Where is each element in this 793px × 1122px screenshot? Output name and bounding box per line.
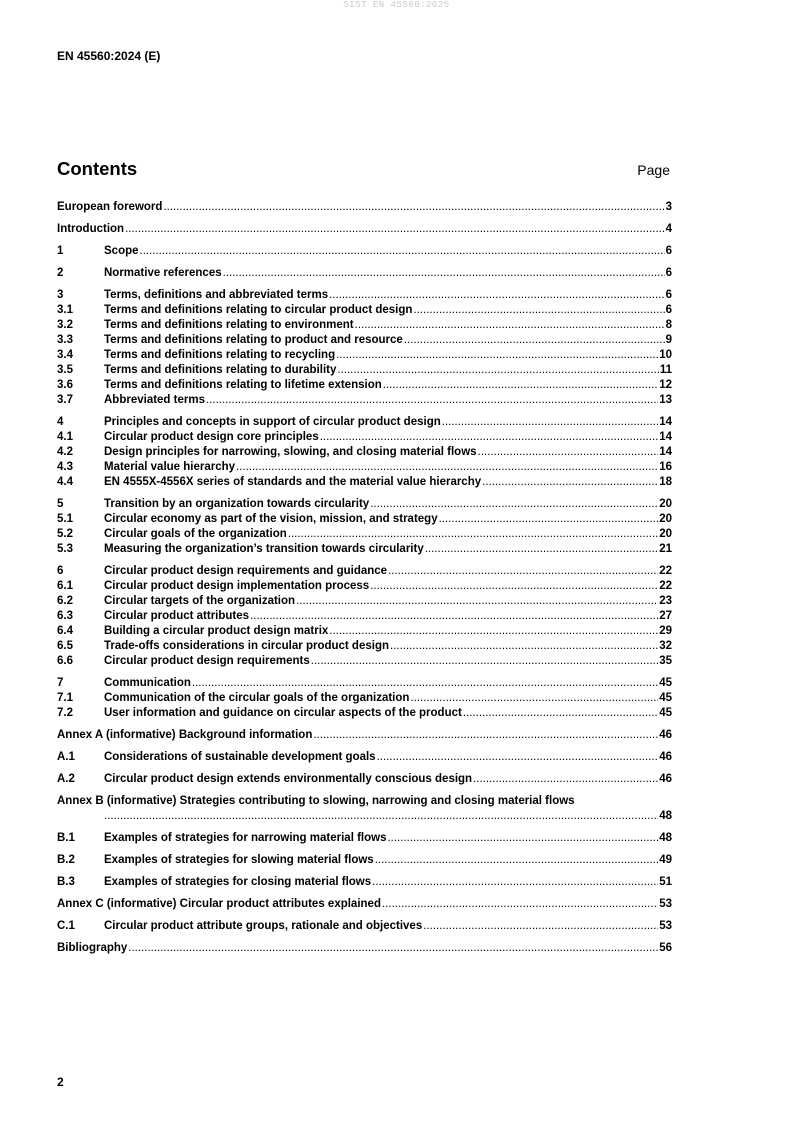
toc-entry-label: Bibliography: [57, 942, 128, 954]
toc-entry[interactable]: [57, 393, 672, 408]
toc-entry-number: 3.4: [57, 349, 73, 361]
toc-entry-label: Principles and concepts in support of circular product design: [104, 416, 441, 428]
toc-entry-number: 4.3: [57, 461, 73, 473]
toc-entry-label: Annex C (informative) Circular product attributes explained: [57, 898, 381, 910]
toc-entry-label: Communication: [104, 677, 191, 689]
toc-entry-label: Examples of strategies for slowing material flows: [104, 854, 374, 866]
toc-leader-dots: [423, 919, 658, 934]
toc-entry[interactable]: [57, 853, 672, 868]
toc-entry[interactable]: [57, 512, 672, 527]
toc-entry-page: 51: [659, 876, 672, 888]
toc-entry-label: User information and guidance on circular aspects of the product: [104, 707, 462, 719]
toc-entry-number: 3.3: [57, 334, 73, 346]
toc-leader-dots: [192, 676, 658, 691]
toc-leader-dots: [473, 772, 658, 787]
toc-entry[interactable]: [57, 875, 672, 890]
toc-leader-dots: [128, 941, 658, 956]
toc-entry-label: Examples of strategies for closing material flows: [104, 876, 372, 888]
toc-leader-dots: [410, 691, 658, 706]
toc-leader-dots: [329, 624, 658, 639]
toc-entry-number: 5: [57, 498, 64, 510]
toc-entry-number: 4.1: [57, 431, 73, 443]
toc-entry-number: 6: [57, 565, 64, 577]
toc-entry[interactable]: [57, 266, 672, 281]
toc-entry-page: 18: [659, 476, 672, 488]
toc-entry-number: 3: [57, 289, 64, 301]
toc-leader-dots: [140, 244, 665, 259]
toc-entry-page: 46: [659, 751, 672, 763]
toc-entry[interactable]: [57, 919, 672, 934]
toc-leader-dots: [377, 750, 659, 765]
toc-leader-dots: [355, 318, 665, 333]
toc-entry-label: Material value hierarchy: [104, 461, 236, 473]
toc-leader-dots: [206, 393, 658, 408]
toc-entry-label: Terms and definitions relating to environment: [104, 319, 354, 331]
toc-entry-number: 6.2: [57, 595, 73, 607]
toc-leader-dots: [375, 853, 659, 868]
toc-entry-page: 23: [659, 595, 672, 607]
toc-entry-label: Design principles for narrowing, slowing, and closing material flows: [104, 446, 477, 458]
toc-entry-label: Communication of the circular goals of the organization: [104, 692, 410, 704]
toc-entry-page: 48: [659, 810, 672, 822]
toc-entry-page: 12: [659, 379, 672, 391]
toc-entry-page: 10: [659, 349, 672, 361]
toc-entry[interactable]: [57, 897, 672, 912]
toc-entry-label: Abbreviated terms: [104, 394, 205, 406]
toc-entry[interactable]: [57, 303, 672, 318]
toc-entry-label: Measuring the organization’s transition towards circularity: [104, 543, 424, 555]
toc-leader-dots: [442, 415, 658, 430]
toc-entry[interactable]: [57, 430, 672, 445]
toc-entry-label: Circular product design requirements and guidance: [104, 565, 388, 577]
toc-entry[interactable]: [57, 706, 672, 721]
toc-leader-dots: [372, 875, 658, 890]
toc-entry-label: Examples of strategies for narrowing material flows: [104, 832, 387, 844]
toc-entry-label: Circular product design core principles: [104, 431, 319, 443]
toc-leader-dots: [296, 594, 658, 609]
toc-entry-number: 3.5: [57, 364, 73, 376]
toc-entry-page: 21: [659, 543, 672, 555]
toc-entry[interactable]: [57, 831, 672, 846]
toc-entry-number: 6.5: [57, 640, 73, 652]
toc-entry[interactable]: [57, 579, 672, 594]
toc-entry-page: 49: [659, 854, 672, 866]
toc-leader-dots: [370, 579, 658, 594]
toc-entry[interactable]: [57, 594, 672, 609]
toc-entry[interactable]: [57, 624, 672, 639]
toc-entry-number: B.2: [57, 854, 75, 866]
toc-leader-dots: [390, 639, 658, 654]
toc-entry-page: 14: [659, 431, 672, 443]
toc-entry[interactable]: [57, 676, 672, 691]
toc-entry-page: 46: [659, 729, 672, 741]
toc-entry[interactable]: [57, 348, 672, 363]
toc-entry[interactable]: [57, 363, 672, 378]
page-number: 2: [57, 1075, 64, 1089]
contents-heading: [57, 158, 670, 180]
toc-leader-dots: [223, 266, 665, 281]
toc-entry-page: 14: [659, 416, 672, 428]
toc-entry[interactable]: [57, 639, 672, 654]
page-column-label: Page: [637, 162, 670, 178]
toc-entry-label: Circular product design requirements: [104, 655, 310, 667]
toc-entry-number: 4.4: [57, 476, 73, 488]
toc-entry-page: 48: [659, 832, 672, 844]
toc-entry[interactable]: [57, 564, 672, 579]
toc-entry-label: Terms and definitions relating to recycling: [104, 349, 336, 361]
toc-entry-number: 6.6: [57, 655, 73, 667]
toc-entry-page: 22: [659, 565, 672, 577]
toc-entry-page: 3: [665, 201, 672, 213]
toc-leader-dots: [387, 831, 658, 846]
toc-entry-number: 2: [57, 267, 64, 279]
toc-leader-dots: [425, 542, 658, 557]
toc-leader-dots: [336, 348, 658, 363]
toc-leader-dots: [329, 288, 665, 303]
toc-entry-label: Circular goals of the organization: [104, 528, 287, 540]
toc-entry-page: 45: [659, 692, 672, 704]
toc-entry-number: 5.3: [57, 543, 73, 555]
toc-entry-label: Circular product attributes: [104, 610, 250, 622]
toc-entry[interactable]: [57, 318, 672, 333]
toc-leader-dots: [383, 378, 658, 393]
toc-entry-page: 46: [659, 773, 672, 785]
toc-entry-number: 6.1: [57, 580, 73, 592]
toc-leader-dots: [288, 527, 658, 542]
toc-entry-page: 6: [665, 245, 672, 257]
toc-entry[interactable]: [57, 333, 672, 348]
watermark: SIST EN 45560:2025: [343, 0, 450, 10]
toc-entry-label: Terms, definitions and abbreviated terms: [104, 289, 329, 301]
toc-entry[interactable]: [57, 691, 672, 706]
toc-entry[interactable]: [57, 941, 672, 956]
toc-entry-page: 45: [659, 677, 672, 689]
toc-entry-label: Normative references: [104, 267, 222, 279]
toc-entry-label: Introduction: [57, 223, 125, 235]
toc-entry-label: Terms and definitions relating to circular product design: [104, 304, 413, 316]
toc-entry[interactable]: [57, 200, 672, 215]
toc-entry-label: Circular product design extends environmentally conscious design: [104, 773, 473, 785]
toc-entry-page: 11: [659, 364, 672, 376]
toc-entry[interactable]: [57, 378, 672, 393]
toc-entry-label: EN 4555X-4556X series of standards and the material value hierarchy: [104, 476, 482, 488]
toc-entry-number: A.1: [57, 751, 75, 763]
toc-leader-dots: [125, 222, 665, 237]
toc-entry-page: 20: [659, 498, 672, 510]
toc-leader-dots: [382, 897, 658, 912]
toc-entry[interactable]: [57, 475, 672, 490]
toc-entry-label: Considerations of sustainable development goals: [104, 751, 376, 763]
toc-entry-page: 53: [659, 898, 672, 910]
toc-entry-page: 13: [659, 394, 672, 406]
toc-entry[interactable]: [57, 527, 672, 542]
document-identifier: EN 45560:2024 (E): [57, 49, 161, 63]
toc-entry-label: Trade-offs considerations in circular product design: [104, 640, 389, 652]
toc-entry[interactable]: [57, 415, 672, 430]
toc-entry-label: Terms and definitions relating to lifetime extension: [104, 379, 382, 391]
toc-entry-page: 6: [665, 267, 672, 279]
toc-entry-page: 45: [659, 707, 672, 719]
toc-entry-page: 20: [659, 528, 672, 540]
toc-entry-page: 22: [659, 580, 672, 592]
toc-entry-number: 3.1: [57, 304, 73, 316]
toc-leader-dots: [413, 303, 664, 318]
toc-entry-label: Building a circular product design matrix: [104, 625, 329, 637]
toc-entry-label: Terms and definitions relating to durability: [104, 364, 337, 376]
toc-entry-number: 4.2: [57, 446, 73, 458]
toc-leader-dots: [482, 475, 658, 490]
toc-entry-number: 6.4: [57, 625, 73, 637]
toc-entry[interactable]: [57, 460, 672, 475]
toc-entry-label: Scope: [104, 245, 139, 257]
toc-entry[interactable]: [57, 750, 672, 765]
toc-entry-number: A.2: [57, 773, 75, 785]
toc-leader-dots: [370, 497, 658, 512]
toc-leader-dots: [311, 654, 658, 669]
table-of-contents: [57, 200, 672, 956]
toc-entry-number: B.1: [57, 832, 75, 844]
toc-entry[interactable]: [57, 772, 672, 787]
toc-entry-label: Annex A (informative) Background information: [57, 729, 313, 741]
toc-entry-label: Annex B (informative) Strategies contributing to slowing, narrowing and closing material flows: [57, 795, 575, 807]
toc-entry-number: 4: [57, 416, 64, 428]
toc-entry-page: 6: [665, 289, 672, 301]
toc-entry-label: Circular product design implementation process: [104, 580, 370, 592]
toc-entry-page: 6: [665, 304, 672, 316]
contents-title: Contents: [57, 158, 138, 179]
toc-leader-dots: [337, 363, 658, 378]
toc-leader-dots: [320, 430, 658, 445]
toc-entry-page: 27: [659, 610, 672, 622]
toc-entry[interactable]: [57, 497, 672, 512]
toc-entry-number: 5.1: [57, 513, 73, 525]
toc-leader-dots: [236, 460, 658, 475]
toc-entry[interactable]: [57, 728, 672, 743]
toc-entry-label: Circular economy as part of the vision, mission, and strategy: [104, 513, 438, 525]
toc-entry-page: 35: [659, 655, 672, 667]
toc-leader-dots: [404, 333, 665, 348]
toc-entry-number: B.3: [57, 876, 75, 888]
toc-entry-label: Transition by an organization towards circularity: [104, 498, 370, 510]
toc-entry-number: 3.6: [57, 379, 73, 391]
toc-entry-page: 14: [659, 446, 672, 458]
toc-entry-number: 7: [57, 677, 64, 689]
toc-entry-page: 20: [659, 513, 672, 525]
toc-entry-page: 9: [665, 334, 672, 346]
toc-leader-dots: [163, 200, 664, 215]
toc-entry-number: 1: [57, 245, 64, 257]
toc-entry[interactable]: [57, 288, 672, 303]
toc-entry-page: 56: [659, 942, 672, 954]
toc-entry-page: 16: [659, 461, 672, 473]
toc-entry-label: European foreword: [57, 201, 163, 213]
toc-entry[interactable]: [57, 794, 672, 824]
toc-entry-page: 53: [659, 920, 672, 932]
toc-entry-number: 6.3: [57, 610, 73, 622]
toc-entry[interactable]: [57, 222, 672, 237]
toc-entry-number: 3.2: [57, 319, 73, 331]
toc-entry-page: 4: [665, 223, 672, 235]
toc-entry[interactable]: [57, 244, 672, 259]
toc-entry[interactable]: [57, 542, 672, 557]
toc-entry-number: 7.1: [57, 692, 73, 704]
toc-leader-dots: [313, 728, 658, 743]
toc-leader-dots: [388, 564, 658, 579]
toc-entry[interactable]: [57, 445, 672, 460]
toc-entry-page: 29: [659, 625, 672, 637]
toc-entry[interactable]: [57, 654, 672, 669]
toc-entry-number: 3.7: [57, 394, 73, 406]
toc-entry-label: Terms and definitions relating to product and resource: [104, 334, 403, 346]
toc-leader-dots: [104, 809, 658, 824]
toc-entry-label: Circular targets of the organization: [104, 595, 296, 607]
toc-entry[interactable]: [57, 609, 672, 624]
toc-leader-dots: [250, 609, 658, 624]
toc-entry-number: 5.2: [57, 528, 73, 540]
toc-leader-dots: [478, 445, 659, 460]
toc-leader-dots: [439, 512, 659, 527]
toc-leader-dots: [463, 706, 658, 721]
toc-entry-page: 32: [659, 640, 672, 652]
toc-entry-number: 7.2: [57, 707, 73, 719]
toc-entry-page: 8: [665, 319, 672, 331]
toc-entry-number: C.1: [57, 920, 75, 932]
toc-entry-label: Circular product attribute groups, rationale and objectives: [104, 920, 423, 932]
